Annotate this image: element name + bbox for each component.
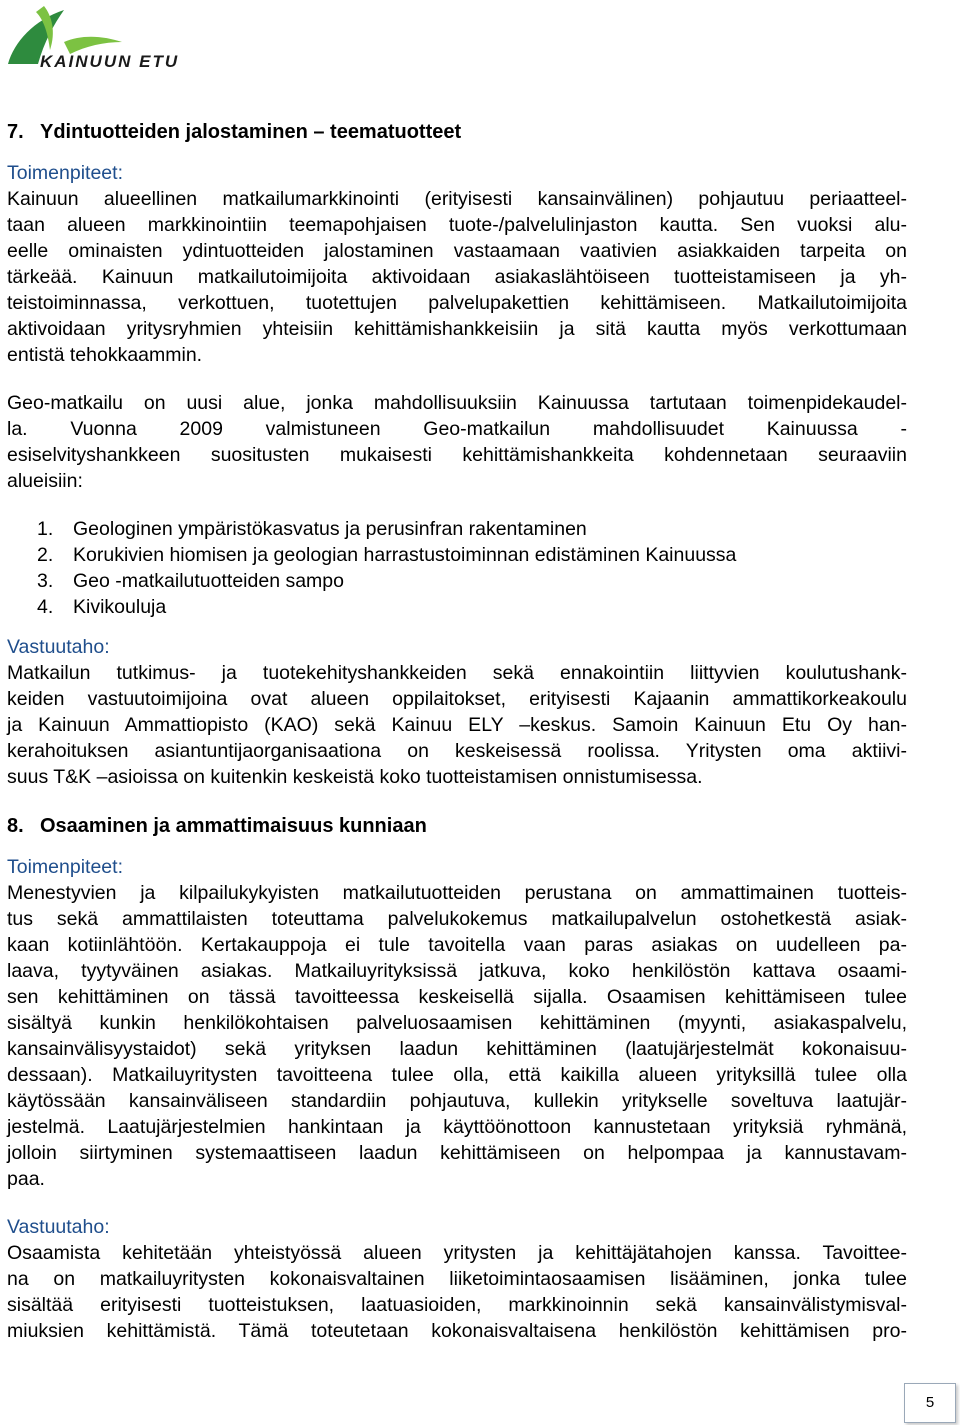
section-7-responsible-label: Vastuutaho: <box>7 636 110 658</box>
text-line: dessaan). Matkailuyritysten tavoitteena tulee olla, että kaikilla alueen yrityksillä tulee olla <box>7 1064 907 1086</box>
section-7-number: 7. <box>7 121 24 143</box>
list-item-text: Korukivien hiomisen ja geologian harrastustoiminnan edistäminen Kainuussa <box>73 544 737 566</box>
text-line: esiselvityshankkeen suositusten mukaisesti kehittämishankkeita kohdennetaan seuraaviin <box>7 444 907 466</box>
text-line: kerahoituksen asiantuntijaorganisaationa on keskeisessä roolissa. Yritysten oma aktiivi- <box>7 740 907 762</box>
page-number: 5 <box>904 1383 956 1423</box>
text-line: keiden vastuutoimijoina ovat alueen oppilaitokset, erityisesti Kajaanin ammattikorkeakoulu <box>7 688 907 710</box>
kainuun-etu-logo <box>4 2 204 72</box>
text-line: suus T&K –asioissa on kuitenkin keskeistä koko tuotteistamisen onnistumisessa. <box>7 766 703 788</box>
text-line: Osaamista kehitetään yhteistyössä alueen yritysten ja kehittäjätahojen kanssa. Tavoittee- <box>7 1242 907 1264</box>
section-7-measures-label: Toimenpiteet: <box>7 162 123 184</box>
text-line: Menestyvien ja kilpailukykyisten matkailutuotteiden perustana on ammattimainen tuotteis- <box>7 882 907 904</box>
list-item-number: 1. <box>37 518 54 540</box>
text-line: alueisiin: <box>7 470 83 492</box>
text-line: sisältää erityisesti tuotteistuksen, laatuasioiden, markkinoinnin sekä kansainvälistymisval- <box>7 1294 907 1316</box>
text-line: jolloin siirtyminen systemaattiseen laadun kehittämiseen on helpompaa ja kannustavam- <box>7 1142 907 1164</box>
list-item <box>7 542 907 568</box>
section-8-responsible-label: Vastuutaho: <box>7 1216 110 1238</box>
section-8-paragraph <box>7 880 907 1192</box>
text-line: kansainvälisyystaidot) sekä yrityksen laadun kehittäminen (laatujärjestelmät kokonaisuu- <box>7 1038 907 1060</box>
text-line: tus sekä ammattilaisten toteuttama palvelukokemus matkailupalvelun ostohetkestä asiak- <box>7 908 907 930</box>
text-line: tärkeää. Kainuun matkailutoimijoita aktivoidaan asiakaslähtöiseen tuotteistamiseen ja yh- <box>7 266 907 288</box>
section-8-heading <box>7 812 907 840</box>
text-line: na on matkailuyritysten kokonaisvaltainen liiketoimintaosaamisen lisääminen, jonka tulee <box>7 1268 907 1290</box>
section-8-responsible-text <box>7 1240 907 1344</box>
text-line: entistä tehokkaammin. <box>7 344 203 366</box>
text-line: Geo-matkailu on uusi alue, jonka mahdollisuuksiin Kainuussa tartutaan toimenpidekaudel- <box>7 392 907 414</box>
page-content <box>7 118 907 1344</box>
section-7-paragraph-2 <box>7 390 907 494</box>
section-7-list <box>7 516 907 620</box>
section-8-number: 8. <box>7 815 24 837</box>
list-item-text: Kivikouluja <box>73 596 167 618</box>
logo-text: KAINUUN ETU <box>40 52 180 71</box>
section-8-title: Osaaminen ja ammattimaisuus kunniaan <box>40 815 427 837</box>
text-line: taan alueen markkinointiin teemapohjaisen tuote-/palvelulinjaston kautta. Sen vuoksi alu- <box>7 214 907 236</box>
list-item-number: 3. <box>37 570 54 592</box>
list-item <box>7 594 907 620</box>
text-line: ja Kainuun Ammattiopisto (KAO) sekä Kainuu ELY –keskus. Samoin Kainuun Etu Oy han- <box>7 714 907 736</box>
text-line: Matkailun tutkimus- ja tuotekehityshankkeiden sekä ennakointiin liittyvien koulutushank- <box>7 662 907 684</box>
list-item-text: Geo -matkailutuotteiden sampo <box>73 570 344 592</box>
text-line: laava, tyytyväinen asiakas. Matkailuyrityksissä jatkuva, koko henkilöstön kattava osaami- <box>7 960 907 982</box>
list-item <box>7 568 907 594</box>
text-line: aktivoidaan yritysryhmien yhteisiin kehittämishankkeisiin ja sitä kautta myös verkottumaan <box>7 318 907 340</box>
text-line: eelle ominaisten ydintuotteiden jalostaminen vastaamaan vaativien asiakkaiden tarpeita on <box>7 240 907 262</box>
text-line: paa. <box>7 1168 45 1190</box>
text-line: miuksien kehittämistä. Tämä toteutetaan kokonaisvaltaisena henkilöstön kehittämisen pro- <box>7 1320 907 1342</box>
text-line: jestelmä. Laatujärjestelmien hankintaan ja käyttöönottoon kannustetaan yrityksiä ryhmänä, <box>7 1116 907 1138</box>
text-line: teistoiminnassa, verkottuen, tuotettujen palvelupakettien kehittämiseen. Matkailutoimijoita <box>7 292 907 314</box>
list-item <box>7 516 907 542</box>
text-line: sen kehittäminen on tässä tavoitteessa keskeisellä sijalla. Osaamisen kehittämiseen tulee <box>7 986 907 1008</box>
list-item-number: 4. <box>37 596 54 618</box>
section-7-paragraph-1 <box>7 186 907 368</box>
text-line: la. Vuonna 2009 valmistuneen Geo-matkailun mahdollisuudet Kainuussa - <box>7 418 907 440</box>
section-7-responsible-text <box>7 660 907 790</box>
text-line: kaan kotiinlähtöön. Kertakauppoja ei tule tavoitella vaan paras asiakas on uudelleen pa- <box>7 934 907 956</box>
text-line: sisältyä kunkin henkilökohtaisen palveluosaamisen kehittäminen (myynti, asiakaspalvelu, <box>7 1012 907 1034</box>
list-item-number: 2. <box>37 544 54 566</box>
section-8-measures-label: Toimenpiteet: <box>7 856 123 878</box>
list-item-text: Geologinen ympäristökasvatus ja perusinfran rakentaminen <box>73 518 587 540</box>
section-7-title: Ydintuotteiden jalostaminen – teematuotteet <box>40 121 462 143</box>
text-line: Kainuun alueellinen matkailumarkkinointi (erityisesti kansainvälinen) pohjautuu periaatteel- <box>7 188 907 210</box>
text-line: käytössään kansainväliseen standardiin pohjautuva, kullekin yritykselle soveltuva laatujär- <box>7 1090 907 1112</box>
section-7-heading <box>7 118 907 146</box>
